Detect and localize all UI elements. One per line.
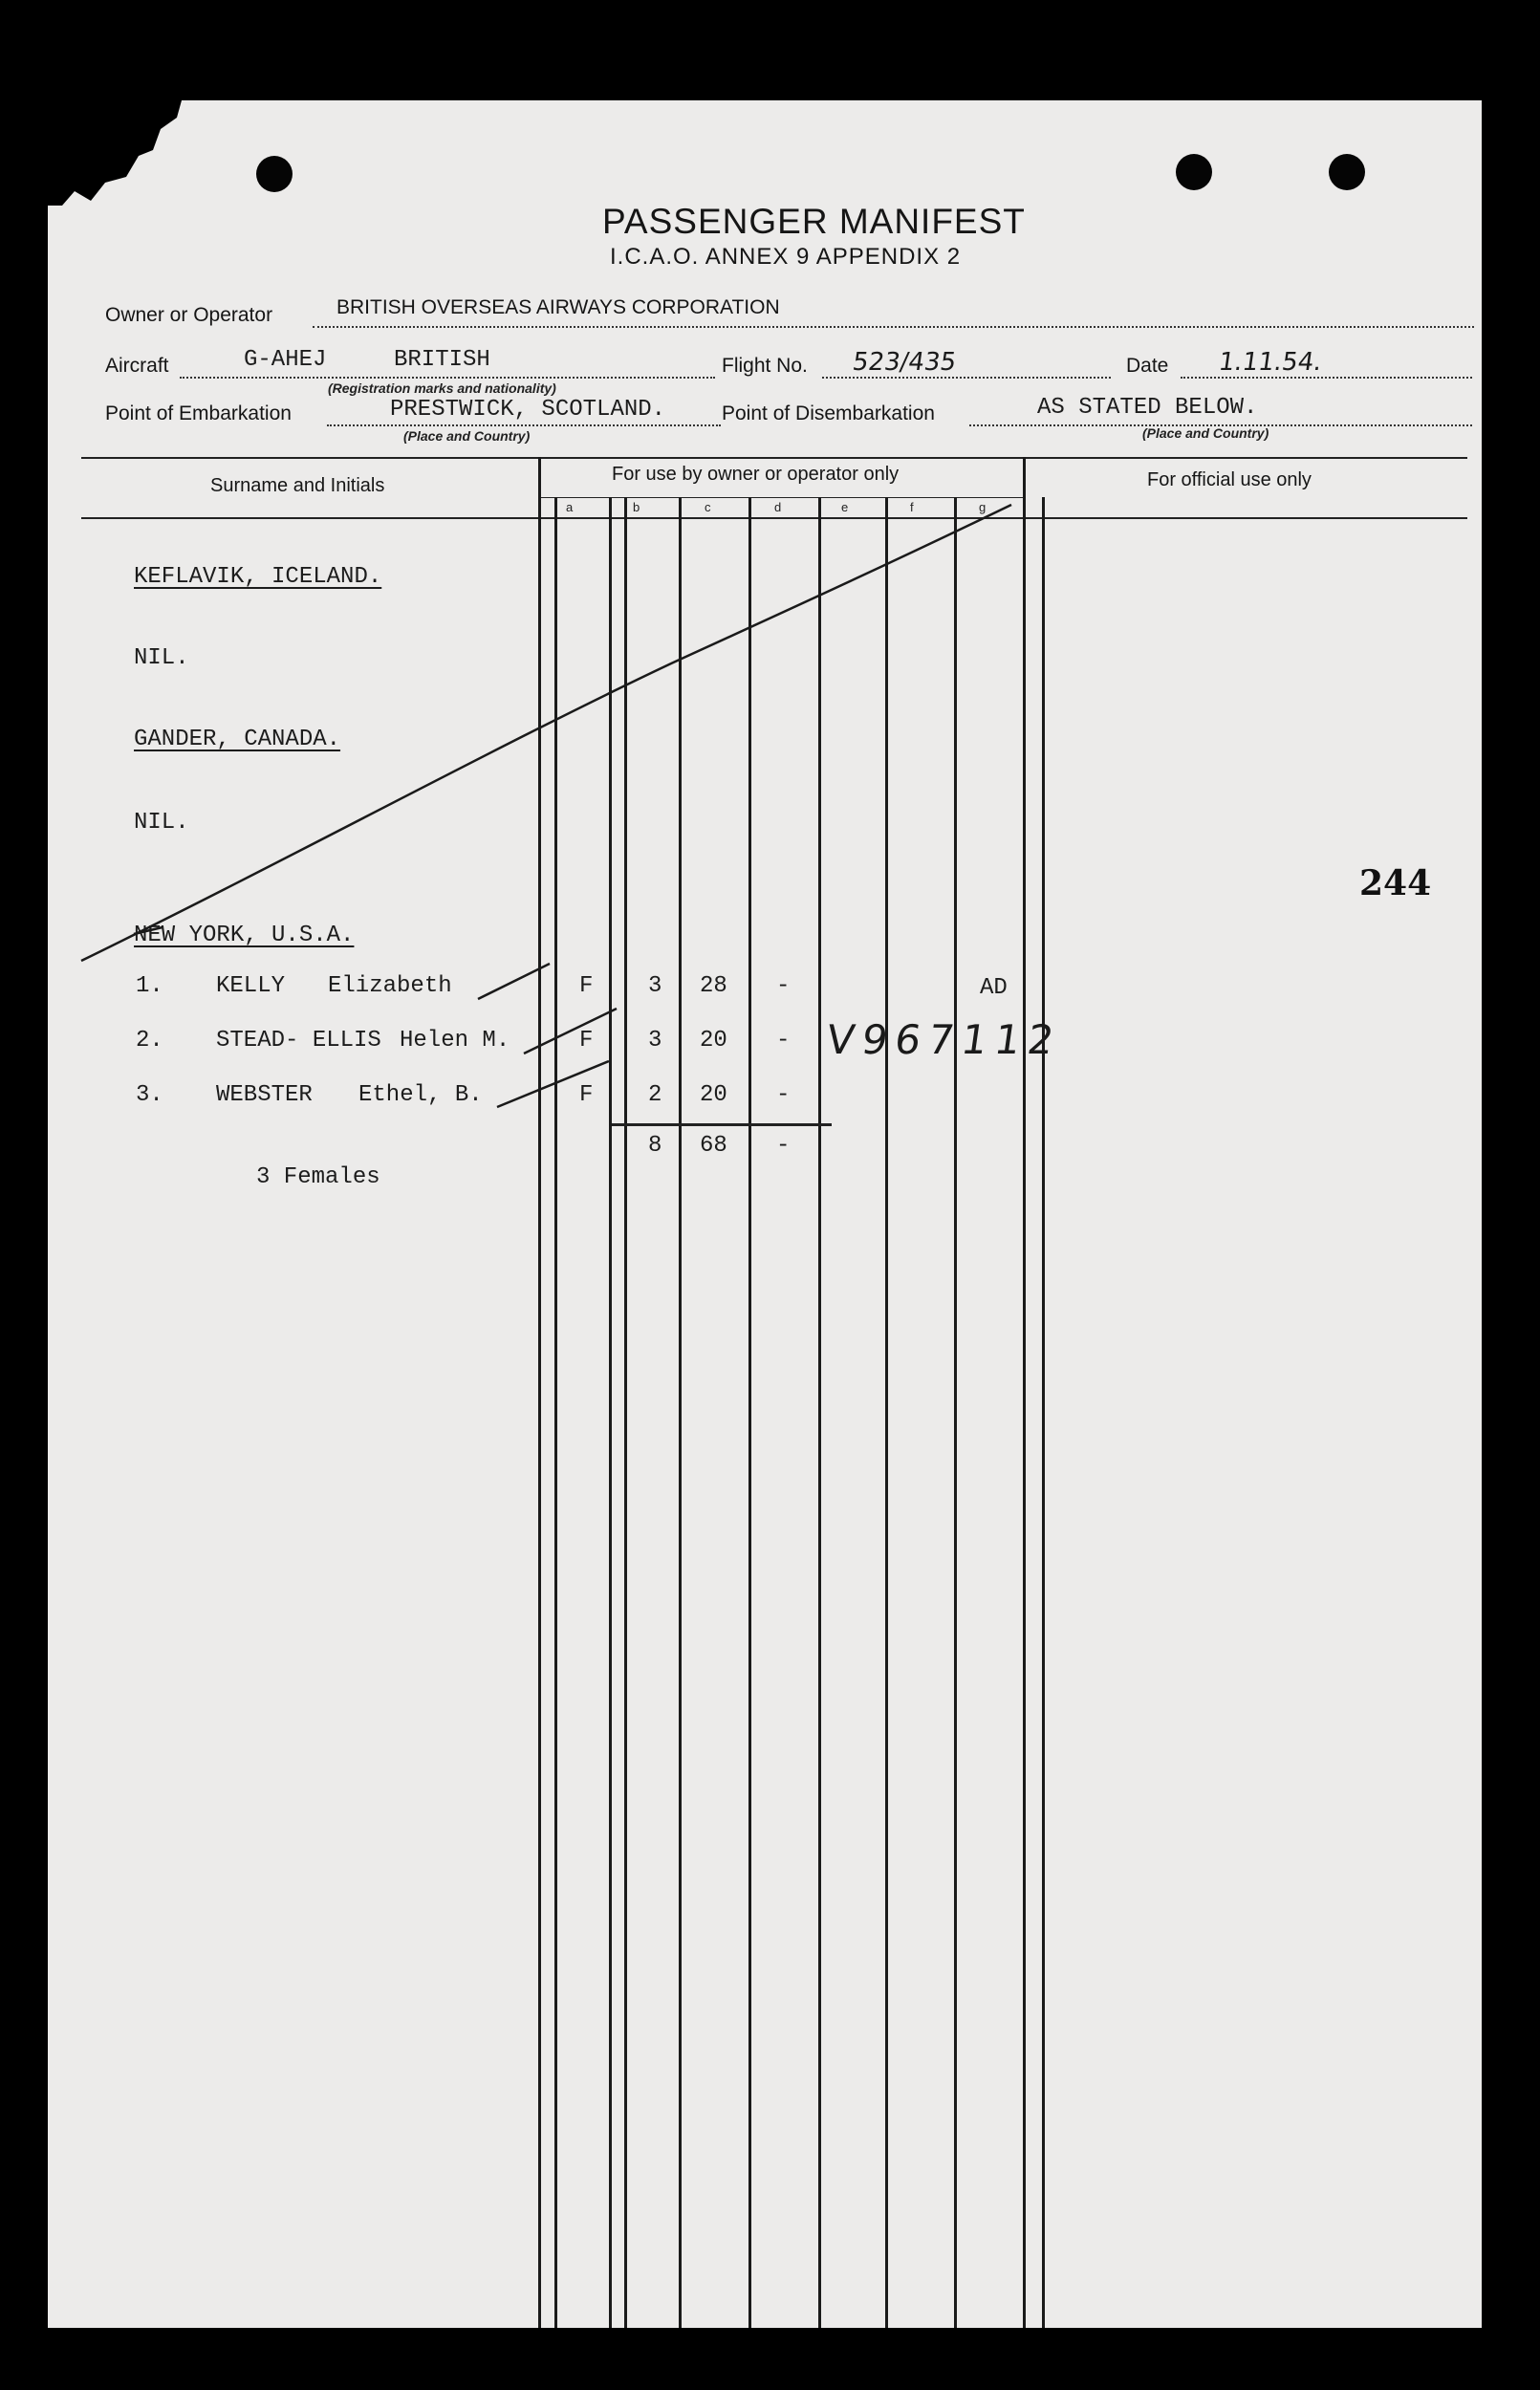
date-value: 1.11.54. xyxy=(1216,348,1324,377)
disembarkation-value: AS STATED BELOW. xyxy=(1037,395,1258,421)
subcol-b: b xyxy=(633,500,640,514)
col-surname-header: Surname and Initials xyxy=(210,475,385,496)
section-gander: GANDER, CANADA. xyxy=(134,727,341,752)
passenger-surname: STEAD- ELLIS xyxy=(216,1028,381,1054)
total-col-c: 68 xyxy=(700,1133,727,1159)
section-keflavik-note: NIL. xyxy=(134,645,189,671)
document-title: PASSENGER MANIFEST xyxy=(602,202,1026,241)
passenger-col-d: - xyxy=(776,1028,791,1054)
owner-value: BRITISH OVERSEAS AIRWAYS CORPORATION xyxy=(336,296,780,318)
owner-label: Owner or Operator xyxy=(105,304,273,326)
passenger-number: 2. xyxy=(136,1028,163,1054)
torn-corner xyxy=(48,100,182,206)
passenger-surname: WEBSTER xyxy=(216,1082,313,1108)
handwritten-note: V967112 xyxy=(823,1016,1065,1063)
punch-hole-right-1 xyxy=(1176,154,1212,190)
section-new-york: NEW YORK, U.S.A. xyxy=(134,923,355,948)
passenger-col-d: - xyxy=(776,973,791,999)
passenger-col-c: 20 xyxy=(700,1082,727,1108)
passenger-col-b: 3 xyxy=(648,1028,662,1054)
passenger-given-name: Helen M. xyxy=(400,1028,510,1054)
passenger-number: 1. xyxy=(136,973,163,999)
subcol-e: e xyxy=(841,500,849,514)
aircraft-registration: G-AHEJ xyxy=(244,347,327,373)
passenger-sex: F xyxy=(579,1028,594,1054)
embarkation-value: PRESTWICK, SCOTLAND. xyxy=(390,397,666,423)
summary-females: 3 Females xyxy=(256,1164,380,1190)
document-subtitle: I.C.A.O. ANNEX 9 APPENDIX 2 xyxy=(610,244,962,270)
date-label: Date xyxy=(1126,355,1169,377)
passenger-col-d: - xyxy=(776,1082,791,1108)
aircraft-note: (Registration marks and nationality) xyxy=(328,380,556,396)
embarkation-label: Point of Embarkation xyxy=(105,402,292,424)
subcol-d: d xyxy=(774,500,782,514)
passenger-col-b: 2 xyxy=(648,1082,662,1108)
aircraft-nationality: BRITISH xyxy=(394,347,490,373)
passenger-given-name: Elizabeth xyxy=(328,973,452,999)
passenger-col-c: 28 xyxy=(700,973,727,999)
passenger-sex: F xyxy=(579,973,594,999)
passenger-col-b: 3 xyxy=(648,973,662,999)
manifest-sheet xyxy=(48,100,1482,2328)
aircraft-label: Aircraft xyxy=(105,355,169,377)
flight-value: 523/435 xyxy=(850,348,959,377)
disembarkation-label: Point of Disembarkation xyxy=(722,402,935,424)
passenger-given-name: Ethel, B. xyxy=(358,1082,483,1108)
disembarkation-note: (Place and Country) xyxy=(1142,425,1269,441)
flight-label: Flight No. xyxy=(722,355,808,377)
passenger-number: 3. xyxy=(136,1082,163,1108)
subcol-c: c xyxy=(705,500,711,514)
col-owner-header: For use by owner or operator only xyxy=(612,464,900,485)
section-gander-note: NIL. xyxy=(134,810,189,836)
page-number: 244 xyxy=(1359,863,1432,903)
total-col-b: 8 xyxy=(648,1133,662,1159)
embarkation-note: (Place and Country) xyxy=(403,428,531,444)
punch-hole-left xyxy=(256,156,293,192)
total-col-d: - xyxy=(776,1133,791,1159)
col-official-header: For official use only xyxy=(1147,469,1312,490)
subcol-g: g xyxy=(979,500,987,514)
subcol-a: a xyxy=(566,500,574,514)
passenger-col-g: AD xyxy=(980,975,1008,1001)
section-keflavik: KEFLAVIK, ICELAND. xyxy=(134,564,382,590)
passenger-sex: F xyxy=(579,1082,594,1108)
passenger-col-c: 20 xyxy=(700,1028,727,1054)
subcol-f: f xyxy=(910,500,914,514)
punch-hole-right-2 xyxy=(1329,154,1365,190)
passenger-surname: KELLY xyxy=(216,973,286,999)
